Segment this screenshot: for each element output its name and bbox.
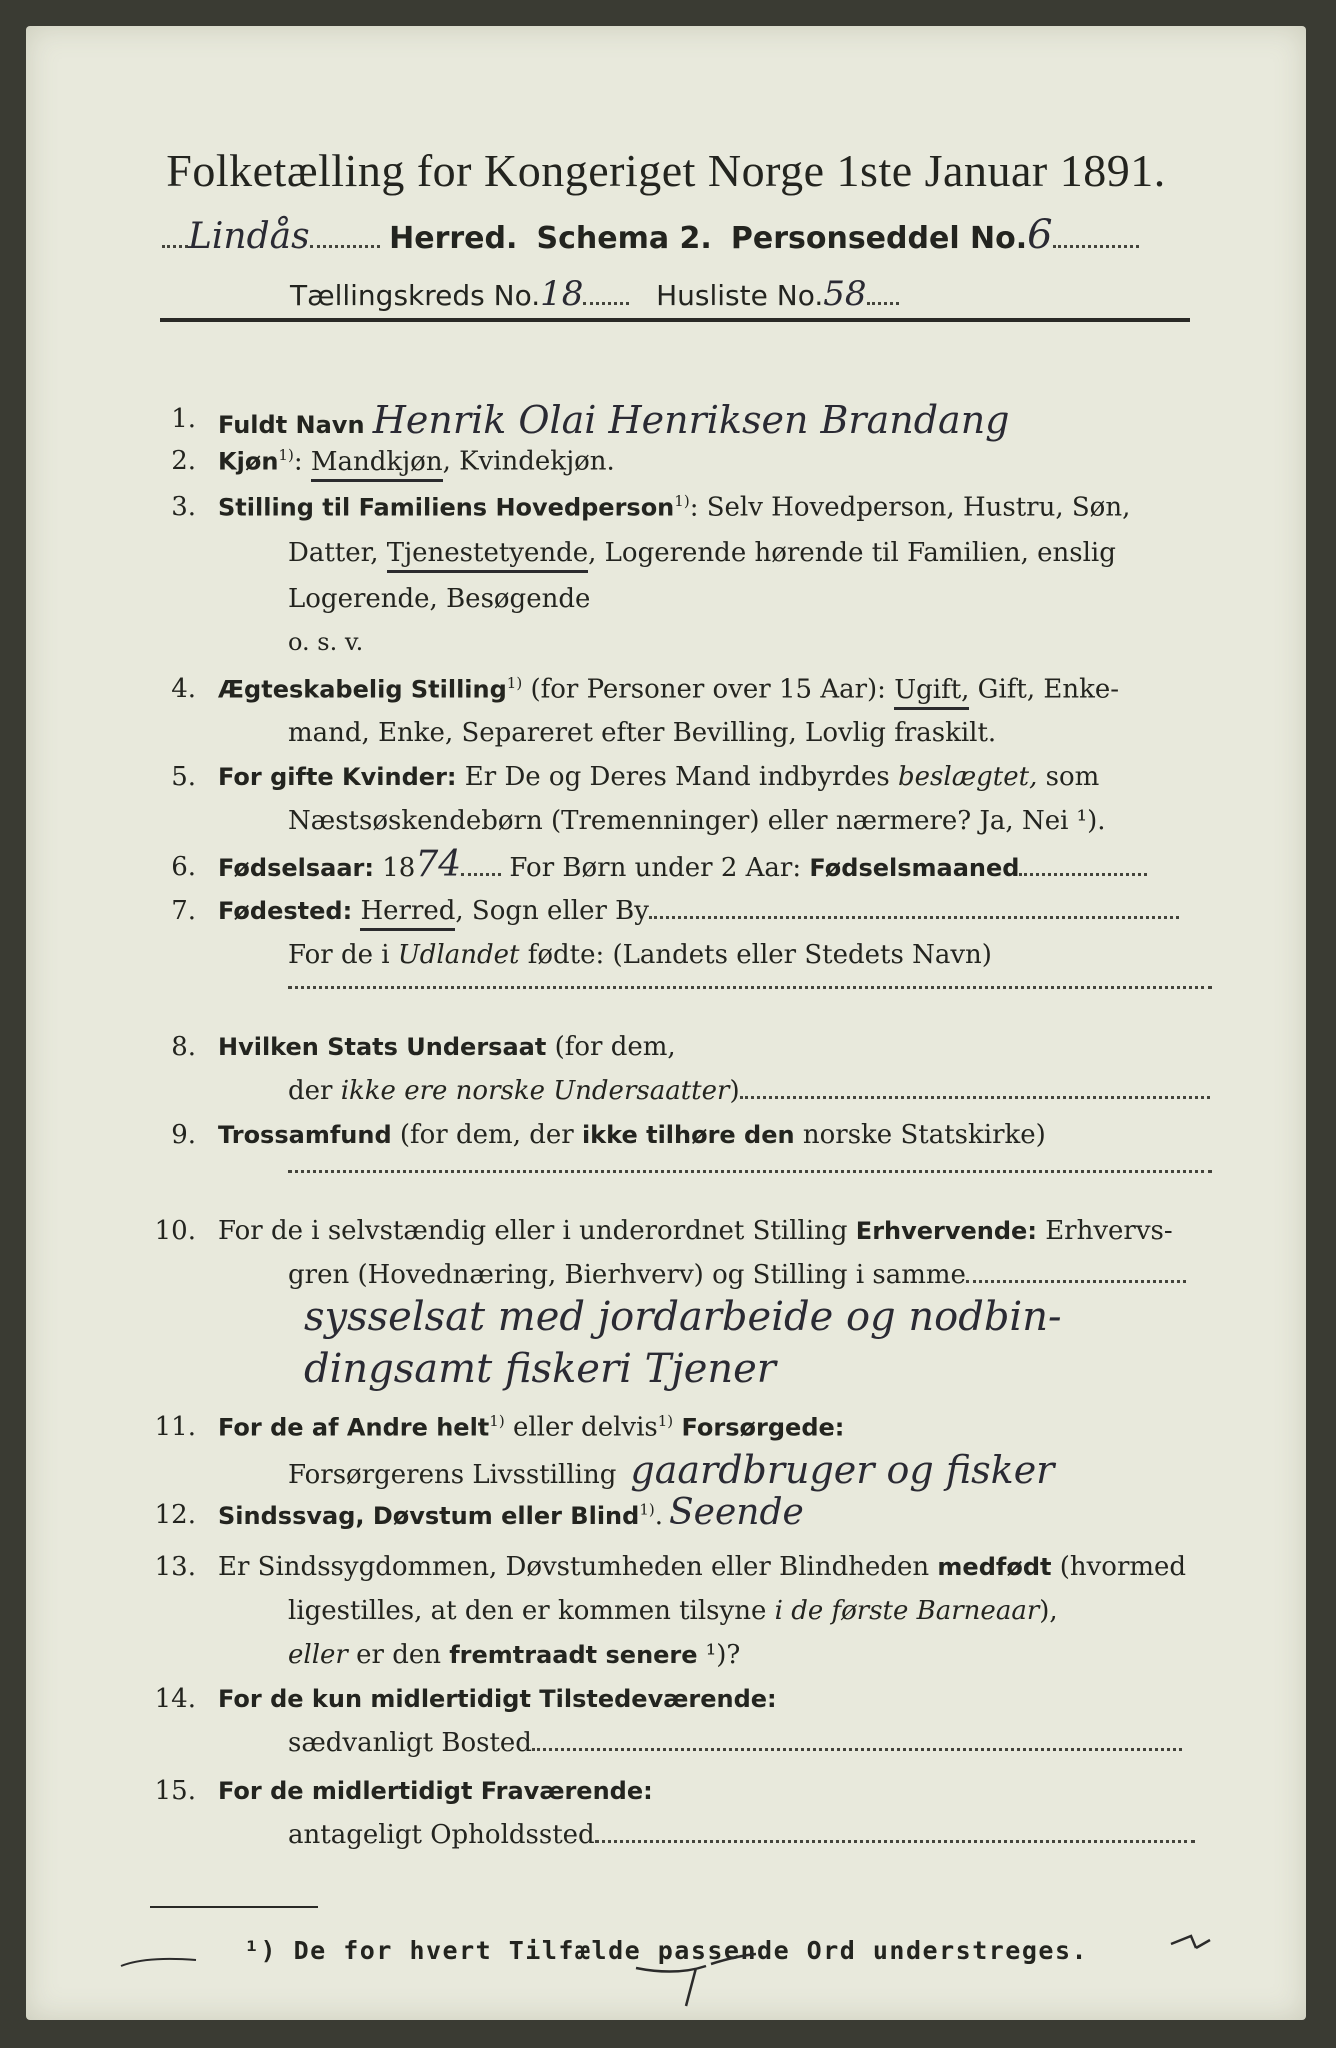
- q11-line2-text: Forsørgerens Livsstilling: [288, 1460, 617, 1490]
- q8-label-b: Undersaat: [406, 1033, 547, 1061]
- q11-line1b: eller delvis: [504, 1412, 658, 1443]
- q2-option-kvindekjon: , Kvindekjøn.: [442, 446, 615, 477]
- ink-mark-bottom-center: [626, 1946, 766, 2016]
- q7-option-herred: Herred: [360, 896, 455, 931]
- ink-mark-bottom-right: [1166, 1926, 1216, 1956]
- full-name-value: Henrik Olai Henriksen Brandang: [372, 398, 1010, 442]
- q8-rest: (for dem,: [546, 1032, 676, 1062]
- q14-label: For de kun midlertidigt Tilstedeværende:: [218, 1685, 777, 1713]
- personseddel-value: 6: [1027, 212, 1053, 258]
- q13-line2: [288, 1596, 1058, 1626]
- q13-line3: [288, 1640, 740, 1670]
- q2-number: 2.: [171, 446, 196, 476]
- q7-line2: [288, 940, 992, 970]
- q11-line1a: For de af Andre helt: [218, 1413, 490, 1442]
- q2-option-mandkjon: Mandkjøn: [311, 447, 443, 482]
- q7-line2i: Udlandet: [397, 940, 520, 970]
- q10-line2-text: gren (Hovednæring, Bierhverv) og Stilling i samme: [288, 1260, 966, 1290]
- q7-number: 7.: [171, 896, 196, 926]
- q9-rest2: norske Statskirke): [794, 1120, 1046, 1150]
- q1-number: 1.: [171, 404, 196, 434]
- q4-sup: 1): [506, 674, 523, 692]
- q7-label: Fødested:: [218, 897, 353, 925]
- q12-sup: 1): [639, 1500, 655, 1519]
- q5-number: 5.: [171, 762, 196, 792]
- q3-sup: 1): [674, 492, 690, 510]
- q3-line1: [218, 492, 1130, 523]
- q4-line1b: Gift, Enke-: [969, 674, 1120, 705]
- personseddel-label: Personseddel No.: [730, 221, 1028, 256]
- q3-line1-text: : Selv Hovedperson, Hustru, Søn,: [689, 492, 1131, 523]
- q10-line1b: Erhvervende:: [855, 1217, 1037, 1245]
- q14-line2: [288, 1728, 1182, 1758]
- q4-number: 4.: [171, 674, 196, 704]
- header-herred-row: [162, 212, 1139, 258]
- q5-line2: Næstsøskendebørn (Tremenninger) eller nærmere? Ja, Nei ¹).: [288, 806, 1106, 836]
- q4-line1: [218, 674, 1119, 705]
- husliste-value: 58: [823, 274, 867, 314]
- q9-rest: (for dem, der: [391, 1120, 582, 1150]
- q9-line1: [218, 1120, 1046, 1150]
- q11-number: 11.: [154, 1412, 196, 1442]
- q7-line2b: fødte: (Landets eller Stedets Navn): [519, 940, 992, 970]
- q12-label: Sindssvag, Døvstum eller Blind: [218, 1502, 640, 1530]
- q8-line2a: der: [288, 1076, 341, 1106]
- occupation-value-2: dingsamt fiskeri Tjener: [304, 1346, 776, 1392]
- q3-line2b: , Logerende hørende til Familien, enslig: [588, 538, 1116, 568]
- q8-number: 8.: [171, 1032, 196, 1062]
- occupation-value-1: sysselsat med jordarbeide og nodbin-: [304, 1294, 1062, 1340]
- q2-rest: :: [293, 446, 311, 477]
- footnote: ¹) De for hvert Tilfælde passende Ord understreges.: [243, 1936, 1089, 1965]
- q13-line2b: ),: [1039, 1596, 1058, 1626]
- q3-line2a: Datter,: [288, 538, 387, 568]
- birth-year-value: 74: [415, 844, 462, 885]
- q8-line1: [218, 1032, 676, 1062]
- kreds-value: 18: [540, 274, 584, 314]
- q11-line1: [218, 1412, 844, 1443]
- q5-line1a: Er De og Deres Mand indbyrdes: [456, 762, 899, 792]
- q3-line2: [288, 538, 1116, 568]
- q1-line: [218, 398, 1010, 442]
- herred-value: Lindås: [188, 216, 310, 257]
- q1-label: Fuldt Navn: [218, 411, 365, 439]
- q10-line1a: For de i selvstændig eller i underordnet Stilling: [218, 1216, 856, 1246]
- q6-line: [218, 844, 1147, 885]
- q14-number: 14.: [154, 1684, 196, 1714]
- header-divider: [160, 318, 1190, 322]
- q15-line1: [218, 1776, 653, 1806]
- q2-label: Kjøn: [218, 447, 279, 476]
- q13-line3i: eller: [288, 1640, 348, 1670]
- q10-line2: [288, 1260, 1186, 1290]
- q8-line2: [288, 1076, 1210, 1106]
- q12-rest: .: [654, 1501, 663, 1531]
- q15-line2: [288, 1820, 1195, 1850]
- footnote-divider: [150, 1906, 318, 1908]
- form-title: Folketælling for Kongeriget Norge 1ste Januar 1891.: [166, 145, 1166, 196]
- q7-line2a: For de i: [288, 940, 398, 970]
- q14-line2-text: sædvanligt Bosted: [288, 1728, 532, 1758]
- q2-line: [218, 446, 615, 477]
- q13-line2a: ligestilles, at den er kommen tilsyne: [288, 1596, 775, 1626]
- q7-rest: , Sogn eller By: [455, 896, 649, 926]
- q10-line1: [218, 1216, 1173, 1246]
- q6-number: 6.: [171, 852, 196, 882]
- q9-bold: ikke tilhøre den: [581, 1121, 795, 1149]
- q3-option-tjenestetyende: Tjenestetyende: [387, 538, 588, 573]
- q5-line1: [218, 762, 1099, 792]
- herred-label: Herred.: [389, 221, 518, 256]
- q2-sup: 1): [278, 446, 294, 464]
- q11-sup1: 1): [489, 1412, 505, 1430]
- q13-line2i: i de første Barneaar: [774, 1596, 1040, 1626]
- q4-line2: mand, Enke, Separeret efter Bevilling, Lovlig fraskilt.: [288, 718, 997, 748]
- q13-line1: [218, 1552, 1186, 1582]
- q3-label: Stilling til Familiens Hovedperson: [218, 493, 675, 522]
- q4-label: Ægteskabelig Stilling: [218, 675, 507, 704]
- census-form-sheet: [26, 26, 1306, 2020]
- q13-line3b: fremtraadt senere: [449, 1641, 698, 1669]
- q15-label: For de midlertidigt Fraværende:: [218, 1777, 653, 1805]
- q5-line1b: som: [1037, 762, 1100, 792]
- q6-label: Fødselsaar:: [218, 854, 374, 882]
- q6-label2: Fødselsmaaned: [809, 854, 1020, 882]
- q11-line2: [288, 1448, 1054, 1492]
- kreds-label: Tællingskreds No.: [290, 279, 541, 312]
- q3-line3: Logerende, Besøgende: [288, 584, 591, 614]
- q8-label: Hvilken Stats: [218, 1033, 407, 1061]
- q15-line2-text: antageligt Opholdssted: [288, 1820, 595, 1850]
- q13-line1c: (hvormed: [1051, 1552, 1187, 1582]
- q6-mid: For Børn under 2 Aar:: [501, 853, 810, 883]
- q8-line2i: ikke ere norske Undersaatter: [340, 1076, 730, 1106]
- q12-line: [218, 1492, 804, 1533]
- q13-line1b: medfødt: [937, 1553, 1052, 1581]
- q7-line1: [218, 896, 1179, 926]
- q11-sup2: 1): [657, 1412, 674, 1430]
- q6-prefix: 18: [374, 853, 416, 883]
- husliste-label: Husliste No.: [656, 279, 824, 312]
- ink-mark-bottom-left: [116, 1946, 206, 1976]
- q10-handwritten-2: [304, 1346, 776, 1392]
- q4-line1a: (for Personer over 15 Aar):: [522, 674, 895, 705]
- q13-line3a: er den: [347, 1640, 450, 1670]
- q5-label: For gifte Kvinder:: [218, 763, 457, 791]
- q4-option-ugift: Ugift,: [894, 675, 969, 710]
- q10-handwritten-1: [304, 1294, 1062, 1340]
- q13-number: 13.: [154, 1552, 196, 1582]
- q8-line2b: ): [729, 1076, 740, 1106]
- q3-line4: o. s. v.: [288, 628, 364, 656]
- q13-line1a: Er Sindssygdommen, Døvstumheden eller Blindheden: [218, 1552, 938, 1582]
- q11-line1c: Forsørgede:: [673, 1413, 845, 1442]
- q14-line1: [218, 1684, 777, 1714]
- disability-value: Seende: [668, 1492, 804, 1533]
- q15-number: 15.: [154, 1776, 196, 1806]
- q9-dotted-line: [288, 1170, 1212, 1173]
- q10-line1c: Erhvervs-: [1036, 1216, 1173, 1246]
- q13-line3c: ¹)?: [697, 1640, 741, 1670]
- q5-line1i: beslægtet,: [898, 762, 1038, 792]
- q10-number: 10.: [154, 1216, 196, 1246]
- header-kreds-row: [290, 274, 899, 314]
- schema-label: Schema 2.: [536, 221, 712, 256]
- q9-number: 9.: [171, 1120, 196, 1150]
- q7-dotted-line: [288, 986, 1212, 989]
- q12-number: 12.: [154, 1500, 196, 1530]
- q9-label: Trossamfund: [218, 1121, 392, 1149]
- provider-occupation-value: gaardbruger og fisker: [630, 1448, 1055, 1492]
- q3-number: 3.: [171, 492, 196, 522]
